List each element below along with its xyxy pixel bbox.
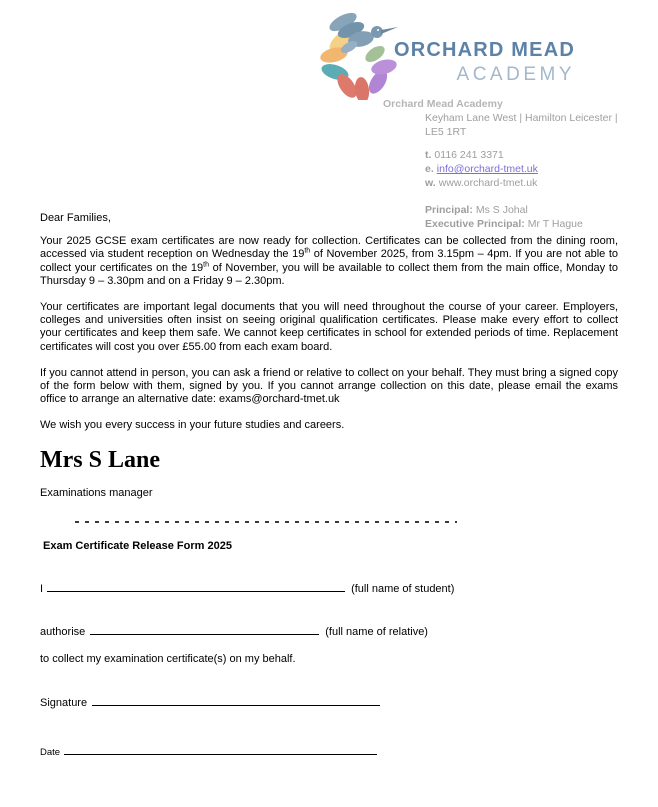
relative-name-blank-line xyxy=(90,623,319,635)
phone-label: t. xyxy=(425,149,432,161)
paragraph-closing: We wish you every success in your future studies and careers. xyxy=(40,419,345,432)
postal-address xyxy=(425,111,640,139)
relative-name-row xyxy=(40,623,618,639)
address-line1: Keyham Lane West | Hamilton Leicester | xyxy=(425,112,618,124)
salutation: Dear Families, xyxy=(40,212,111,224)
signature-label: Signature xyxy=(40,696,88,709)
date-label: Date xyxy=(40,746,61,758)
relative-line-prefix: authorise xyxy=(40,626,86,639)
email-label: e. xyxy=(425,163,434,175)
signatory-title: Examinations manager xyxy=(40,486,153,499)
date-row xyxy=(40,743,618,759)
authorisation-statement: to collect my examination certificate(s) on my behalf. xyxy=(40,653,296,666)
executive-principal-label: Executive Principal: xyxy=(425,218,525,230)
paragraph-text: of November 2025, from 3.15pm – 4pm. If you are not able to collect your certificates on the 19 xyxy=(40,248,618,274)
letter-body xyxy=(40,212,618,759)
principal-name: Ms S Johal xyxy=(475,204,528,216)
email-link[interactable]: info@orchard-tmet.uk xyxy=(436,163,538,175)
signature-row xyxy=(40,694,618,710)
paragraph-text: of November, you will be available to collect them from the main office, Monday to Thursday 9 – 3.30pm and on a Friday 9 – 2.30pm. xyxy=(40,261,618,287)
website-row xyxy=(425,176,640,190)
paragraph-text: Your 2025 GCSE exam certificates are now ready for collection. Certificates can be collected from the dining room, accessed via student reception on Wednesday the 19 xyxy=(40,235,618,261)
executive-principal-name: Mr T Hague xyxy=(527,218,583,230)
ordinal-suffix: th xyxy=(203,260,209,268)
school-name: Orchard Mead Academy xyxy=(383,98,503,110)
date-blank-line xyxy=(64,743,377,755)
student-name-row xyxy=(40,580,618,596)
dashed-separator xyxy=(75,521,457,523)
principal-label: Principal: xyxy=(425,204,473,216)
paragraph-importance: Your certificates are important legal documents that you will need throughout the course of your career. Employers, colleges and universities often insist on seeing original qualification certificates. Please make every effort to collect your certificates and keep them safe. We cannot keep certificates in school for extended periods of time. Replacement certificates will cost you over £55.00 from each exam board. xyxy=(40,301,618,353)
contact-details xyxy=(425,148,640,190)
student-line-prefix: I xyxy=(40,583,44,596)
website-label: w. xyxy=(425,177,436,189)
student-name-blank-line xyxy=(47,580,345,592)
email-row xyxy=(425,162,640,176)
paragraph-proxy-collection: If you cannot attend in person, you can ask a friend or relative to collect on your behalf. They must bring a signed copy of the form below with them, signed by you. If you cannot arrange collection on this date, please email the exams office to arrange an alternative date: exams@orchard-tmet.uk xyxy=(40,366,618,406)
relative-line-suffix: (full name of relative) xyxy=(325,626,428,639)
ordinal-suffix: th xyxy=(304,247,311,255)
signatory-name: Mrs S Lane xyxy=(40,446,160,473)
address-line2: LE5 1RT xyxy=(425,126,467,138)
student-line-suffix: (full name of student) xyxy=(351,583,455,596)
phone-row xyxy=(425,148,640,162)
website-url: www.orchard-tmet.uk xyxy=(438,177,538,189)
signature-blank-line xyxy=(92,694,380,706)
wordmark-line1: ORCHARD MEAD xyxy=(393,39,575,61)
phone-number: 0116 241 3371 xyxy=(434,149,504,161)
school-logo-wordmark xyxy=(393,40,575,84)
paragraph-collection-details xyxy=(40,235,618,288)
form-title: Exam Certificate Release Form 2025 xyxy=(43,539,232,552)
wordmark-line2: ACADEMY xyxy=(456,64,575,85)
